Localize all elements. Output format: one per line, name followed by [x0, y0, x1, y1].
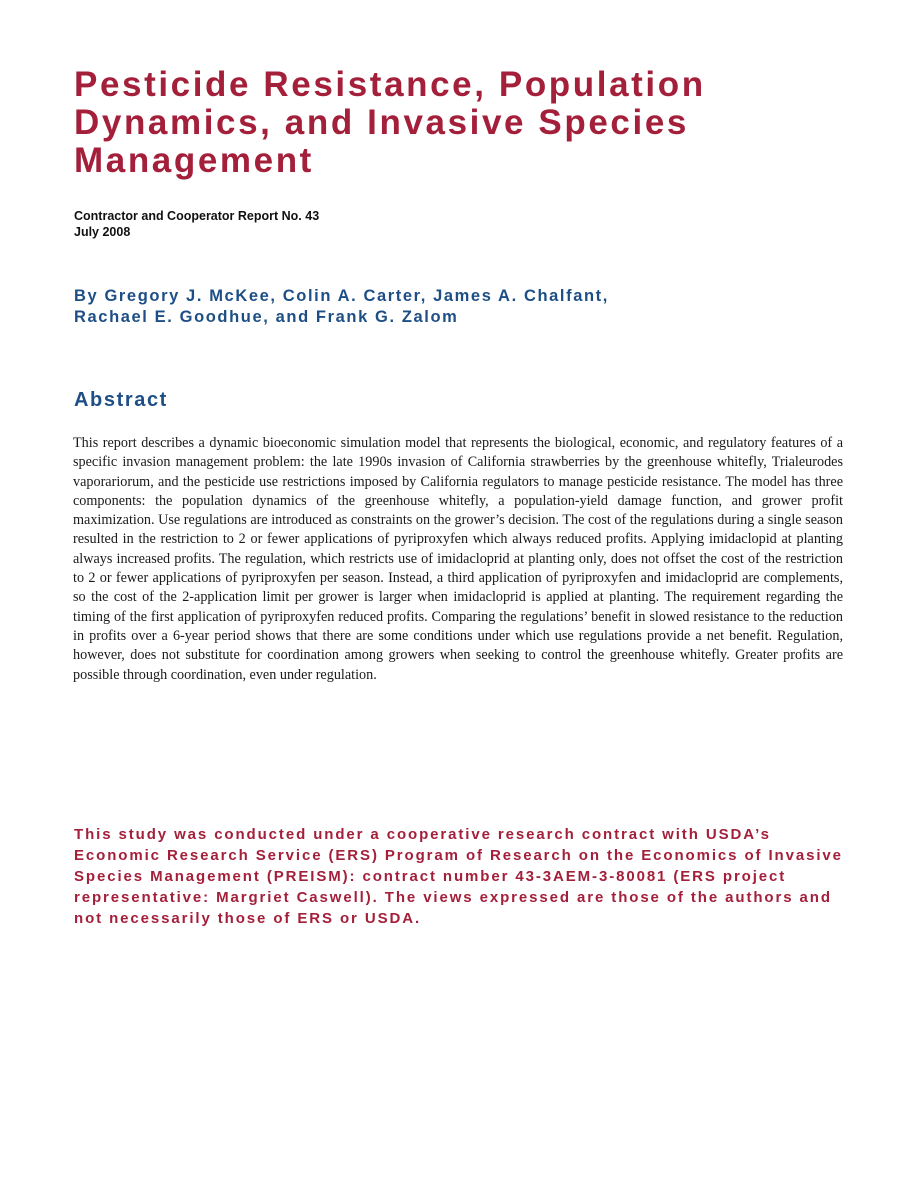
author-line-1: By Gregory J. McKee, Colin A. Carter, James A. Chalfant,: [74, 287, 609, 305]
abstract-heading: Abstract: [74, 389, 168, 411]
report-date: July 2008: [74, 225, 131, 239]
report-title: Pesticide Resistance, Population Dynamics, and Invasive Species Management: [74, 65, 706, 180]
author-list: [74, 286, 609, 328]
abstract-text: This report describes a dynamic bioeconomic simulation model that represents the biological, economic, and regulatory features of a specific invasion management problem: the late 1990s invasion of California strawberries by the greenhouse whitefly, Trialeurodes vaporariorum, and the pesticide use restrictions imposed by California regulators to manage pesticide resistance. The model has three components: the population dynamics of the greenhouse whitefly, a population-yield damage function, and grower profit maximization. Use regulations are introduced as constraints on the grower’s decision. The cost of the regulations during a single season resulted in the restriction to 2 or fewer applications of pyriproxyfen which always reduced profits. Applying imidaclopid at planting always increased profits. The regulation, which restricts use of imidacloprid at planting only, does not offset the cost of the restriction to 2 or fewer applications of pyriproxyfen per season. Instead, a third application of pyriproxyfen and imidacloprid are complements, so the cost of the 2-application limit per grower is larger when imidacloprid is applied at planting. The requirement regarding the timing of the first application of pyriproxyfen reduced profits. Comparing the regulations’ benefit in slowed resistance to the reduction in profits over a 6-year period shows that there are some conditions under which use regulations provide a net benefit. Regulation, however, does not substitute for coordination among growers when seeking to control the greenhouse whitefly. Greater profits are possible through coordination, even under regulation.: [73, 435, 843, 683]
disclaimer-text: This study was conducted under a cooperative research contract with USDA’s Economic Research Service (ERS) Program of Research on the Economics of Invasive Species Management (PREISM): contract number 43-3AEM-3-80081 (ERS project representative: Margriet Caswell). The views expressed are those of the authors and not necessarily those of ERS or USDA.: [74, 826, 843, 927]
report-number: Contractor and Cooperator Report No. 43: [74, 209, 320, 223]
author-line-2: Rachael E. Goodhue, and Frank G. Zalom: [74, 308, 459, 326]
report-info: [74, 208, 319, 240]
